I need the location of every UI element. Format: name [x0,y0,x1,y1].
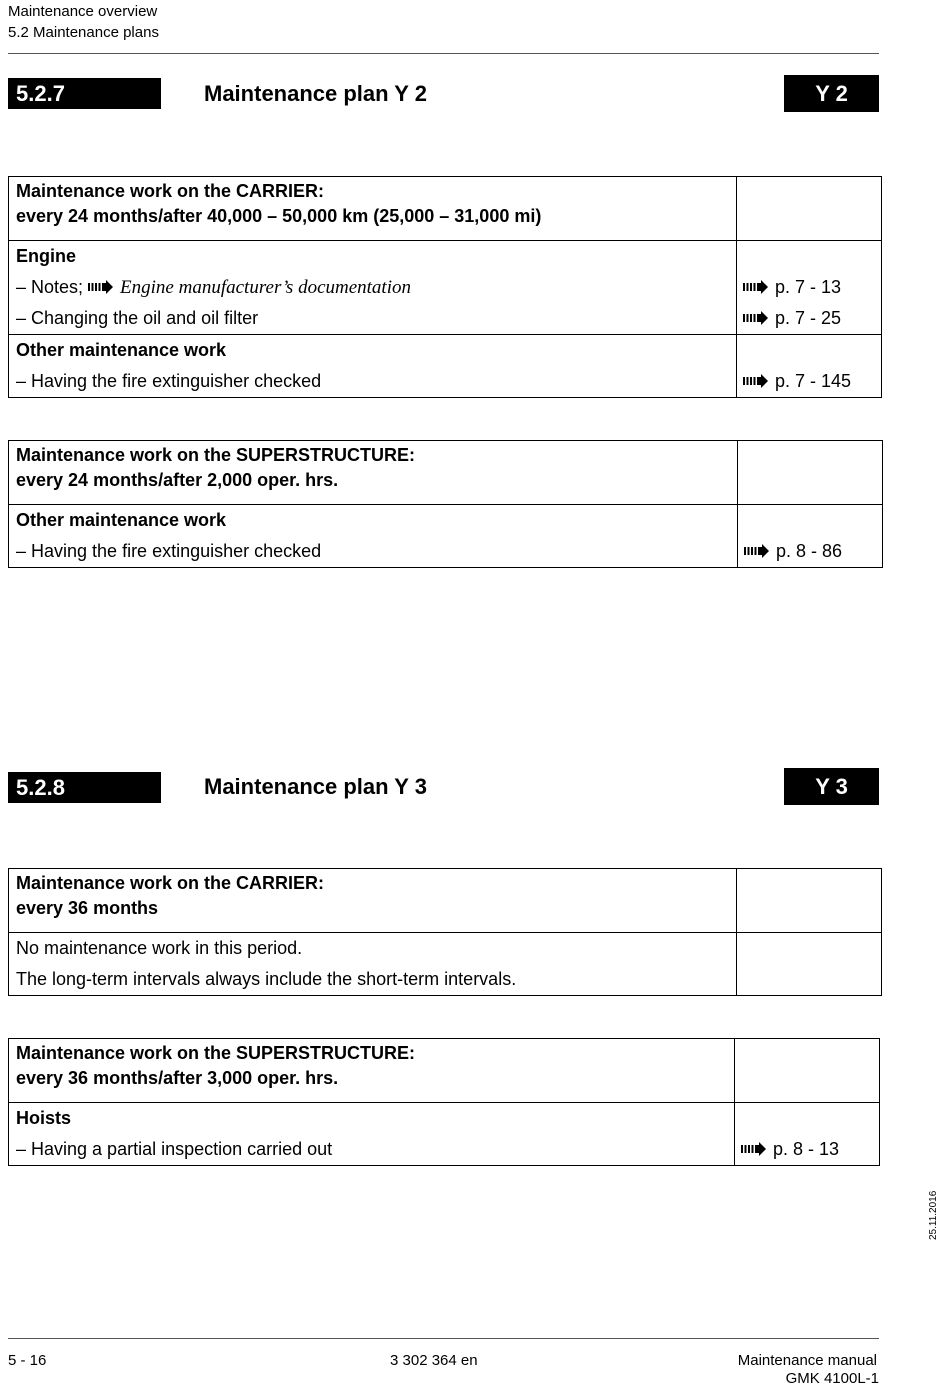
cross-reference-arrow-icon [743,311,769,325]
header-divider [8,53,879,54]
group-cell [9,1103,735,1166]
heading-line: Maintenance work on the SUPERSTRUCTURE: [16,445,416,465]
plan-badge: Y 2 [784,75,879,112]
item-text: – Notes; [16,277,89,297]
ref-cell [735,1103,880,1166]
heading-line: Maintenance work on the CARRIER: [16,181,325,201]
section-number: 5.2.7 [8,78,161,109]
page-number: 5 - 16 [8,1352,47,1369]
section-subtitle: 5.2 Maintenance plans [8,24,159,41]
table-heading [9,441,738,505]
heading-line: Maintenance work on the CARRIER: [16,873,325,893]
page-reference: p. 7 - 145 [743,366,874,397]
page-reference: p. 7 - 13 [743,272,874,303]
group-title: Other maintenance work [16,510,227,530]
model-name: GMK 4100L-1 [785,1370,879,1387]
note-cell [9,933,737,996]
group-cell [9,335,737,398]
note-line: The long-term intervals always include the short-term intervals. [16,969,517,989]
ref-cell [737,177,882,241]
ref-cell [737,869,882,933]
group-cell [9,241,737,335]
list-item: – Having the fire extinguisher checked [16,371,322,391]
group-title: Hoists [16,1108,72,1128]
ref-cell [737,335,882,398]
table-heading [9,869,737,933]
ref-cell [738,505,883,568]
plan-badge: Y 3 [784,768,879,805]
cross-reference-arrow-icon [88,280,114,294]
cross-reference-arrow-icon [741,1142,767,1156]
cross-reference-arrow-icon [743,374,769,388]
section-title: Maintenance plan Y 3 [204,774,427,799]
table-heading [9,1039,735,1103]
manual-title: Maintenance manual [737,1352,877,1369]
group-title: Other maintenance work [16,340,227,360]
heading-line: every 24 months/after 40,000 – 50,000 km (25,000 – 31,000 mi) [16,206,542,226]
doc-reference: Engine manufacturer’s documentation [120,277,411,298]
section-number: 5.2.8 [8,772,161,803]
document-number: 3 302 364 en [390,1352,478,1369]
ref-cell [735,1039,880,1103]
page-reference: p. 8 - 13 [741,1134,872,1165]
heading-line: every 36 months/after 3,000 oper. hrs. [16,1068,339,1088]
group-title: Engine [16,246,77,266]
ref-cell [737,241,882,335]
chapter-title: Maintenance overview [8,3,158,20]
cross-reference-arrow-icon [743,280,769,294]
heading-line: every 36 months [16,898,159,918]
section-title: Maintenance plan Y 2 [204,81,427,106]
table-heading [9,177,737,241]
list-item: – Having the fire extinguisher checked [16,541,322,561]
ref-cell [737,933,882,996]
page-reference: p. 8 - 86 [744,536,875,567]
list-item: – Changing the oil and oil filter [16,308,259,328]
revision-date-text: 25.11.2016 [928,1190,939,1240]
maintenance-table-superstructure-y2 [8,440,883,568]
list-item [16,272,729,303]
group-cell [9,505,738,568]
page-reference: p. 7 - 25 [743,303,874,334]
maintenance-table-superstructure-y3 [8,1038,880,1166]
maintenance-table-carrier-y2 [8,176,882,398]
list-item: – Having a partial inspection carried out [16,1139,333,1159]
ref-cell [738,441,883,505]
note-line: No maintenance work in this period. [16,938,303,958]
heading-line: Maintenance work on the SUPERSTRUCTURE: [16,1043,416,1063]
heading-line: every 24 months/after 2,000 oper. hrs. [16,470,339,490]
footer-divider [8,1338,879,1339]
cross-reference-arrow-icon [744,544,770,558]
maintenance-table-carrier-y3 [8,868,882,996]
